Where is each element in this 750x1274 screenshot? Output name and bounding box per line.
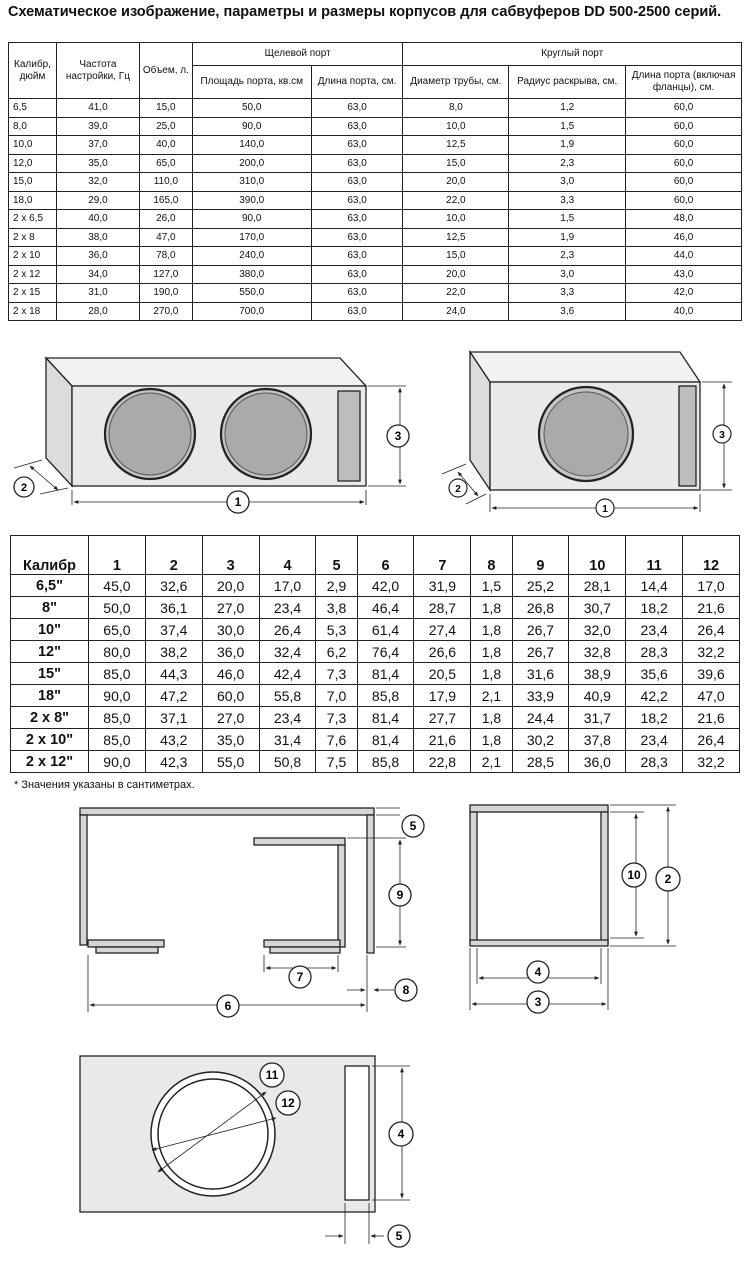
col-volume: Объем, л. [139, 43, 192, 99]
front-panel-drawing [80, 1056, 410, 1244]
table-cell: 81,4 [357, 663, 414, 685]
callout-12 [276, 1091, 300, 1115]
svg-text:4: 4 [397, 1127, 405, 1141]
table-cell: 47,0 [683, 685, 740, 707]
table-cell: 240,0 [192, 247, 311, 266]
table-cell: 380,0 [192, 265, 311, 284]
table-cell: 1,8 [471, 619, 512, 641]
table-cell: 10,0 [403, 117, 509, 136]
table-cell: 90,0 [192, 117, 311, 136]
table-cell: 65,0 [89, 619, 146, 641]
row-caliber: 18" [11, 685, 89, 707]
svg-text:2: 2 [664, 872, 672, 886]
table-cell: 85,0 [89, 663, 146, 685]
table-cell: 80,0 [89, 641, 146, 663]
table-cell: 21,6 [683, 597, 740, 619]
table-cell: 28,3 [626, 751, 683, 773]
table-cell: 63,0 [311, 247, 403, 266]
col-dimension-header: 2 [145, 536, 202, 575]
table-cell: 60,0 [626, 191, 742, 210]
table-cell: 18,0 [9, 191, 57, 210]
table-cell: 46,4 [357, 597, 414, 619]
table-cell: 18,2 [626, 707, 683, 729]
table-cell: 23,4 [626, 729, 683, 751]
svg-text:1: 1 [234, 495, 242, 509]
table-cell: 40,0 [56, 210, 139, 229]
table-cell: 63,0 [311, 173, 403, 192]
table-cell: 17,0 [259, 575, 316, 597]
table-cell: 40,0 [139, 136, 192, 155]
table-cell: 2,1 [471, 685, 512, 707]
table-cell: 310,0 [192, 173, 311, 192]
table-cell: 30,0 [202, 619, 259, 641]
table-cell: 23,4 [626, 619, 683, 641]
table-cell: 1,8 [471, 641, 512, 663]
table-cell: 12,5 [403, 136, 509, 155]
svg-text:3: 3 [394, 429, 402, 443]
table-cell: 32,2 [683, 641, 740, 663]
table-cell: 8,0 [9, 117, 57, 136]
col-dimension-header: 9 [512, 536, 569, 575]
table-cell: 60,0 [626, 173, 742, 192]
col-slot-length: Длина порта, см. [311, 66, 403, 99]
table-cell: 6,2 [316, 641, 357, 663]
table-cell: 76,4 [357, 641, 414, 663]
table-cell: 17,0 [683, 575, 740, 597]
col-dimension-header: 5 [316, 536, 357, 575]
table-cell: 140,0 [192, 136, 311, 155]
table-cell: 81,4 [357, 707, 414, 729]
table-cell: 20,0 [403, 173, 509, 192]
svg-text:9: 9 [396, 888, 404, 902]
table-cell: 7,3 [316, 707, 357, 729]
table-cell: 110,0 [139, 173, 192, 192]
single-sub-box-drawing [442, 352, 732, 512]
table-cell: 550,0 [192, 284, 311, 303]
row-caliber: 2 x 10" [11, 729, 89, 751]
table-cell: 41,0 [56, 99, 139, 118]
table-cell: 33,9 [512, 685, 569, 707]
table-cell: 50,0 [192, 99, 311, 118]
slot-port-group: Щелевой порт [192, 43, 403, 66]
svg-text:2: 2 [455, 484, 461, 495]
round-port-group: Круглый порт [403, 43, 742, 66]
callout-4-front [527, 961, 549, 983]
table-cell: 1,8 [471, 663, 512, 685]
table-cell: 28,7 [414, 597, 471, 619]
callout-4-panel [389, 1122, 413, 1146]
table-cell: 27,0 [202, 707, 259, 729]
table-cell: 1,5 [509, 210, 626, 229]
table-cell: 23,4 [259, 597, 316, 619]
table-cell: 390,0 [192, 191, 311, 210]
table-cell: 60,0 [202, 685, 259, 707]
table-cell: 37,8 [569, 729, 626, 751]
table-cell: 27,7 [414, 707, 471, 729]
table-cell: 20,0 [403, 265, 509, 284]
table-cell: 38,2 [145, 641, 202, 663]
table-cell: 7,3 [316, 663, 357, 685]
table-cell: 36,0 [56, 247, 139, 266]
callout-5-panel [388, 1225, 410, 1247]
table-cell: 42,0 [357, 575, 414, 597]
table-cell: 24,4 [512, 707, 569, 729]
table-cell: 35,0 [56, 154, 139, 173]
col-caliber: Калибр, дюйм [9, 43, 57, 99]
table-cell: 32,0 [56, 173, 139, 192]
svg-text:11: 11 [265, 1068, 279, 1082]
table-cell: 2,3 [509, 154, 626, 173]
callout-2-front [656, 867, 680, 891]
table-cell: 25,2 [512, 575, 569, 597]
table-cell: 61,4 [357, 619, 414, 641]
table-cell: 27,0 [202, 597, 259, 619]
table-cell: 63,0 [311, 117, 403, 136]
table-cell: 48,0 [626, 210, 742, 229]
table-cell: 63,0 [311, 99, 403, 118]
table-cell: 60,0 [626, 99, 742, 118]
table-cell: 1,9 [509, 136, 626, 155]
col-dimension-header: 12 [683, 536, 740, 575]
row-caliber: 12" [11, 641, 89, 663]
col-dimension-header: 1 [89, 536, 146, 575]
callout-1-box2 [596, 499, 614, 517]
table-cell: 1,5 [509, 117, 626, 136]
callout-3-front [527, 991, 549, 1013]
callout-3-box1 [387, 425, 409, 447]
table-cell: 26,7 [512, 619, 569, 641]
table-cell: 190,0 [139, 284, 192, 303]
table-cell: 29,0 [56, 191, 139, 210]
table-cell: 165,0 [139, 191, 192, 210]
table-cell: 39,0 [56, 117, 139, 136]
table-cell: 38,9 [569, 663, 626, 685]
table-cell: 2,3 [509, 247, 626, 266]
table-cell: 10,0 [9, 136, 57, 155]
table-cell: 36,1 [145, 597, 202, 619]
table-cell: 81,4 [357, 729, 414, 751]
table-cell: 34,0 [56, 265, 139, 284]
callout-1-box1 [227, 491, 249, 513]
table-cell: 55,0 [202, 751, 259, 773]
table-cell: 40,9 [569, 685, 626, 707]
col-dimension-header: 8 [471, 536, 512, 575]
svg-text:5: 5 [409, 819, 417, 833]
table-cell: 32,4 [259, 641, 316, 663]
table-cell: 2 x 12 [9, 265, 57, 284]
table-cell: 78,0 [139, 247, 192, 266]
table-cell: 1,9 [509, 228, 626, 247]
callout-3-box2 [713, 425, 731, 443]
table-cell: 200,0 [192, 154, 311, 173]
svg-text:10: 10 [627, 868, 641, 882]
table-cell: 2 x 8 [9, 228, 57, 247]
callout-2-box2 [449, 479, 467, 497]
table-cell: 12,0 [9, 154, 57, 173]
table-cell: 2 x 18 [9, 302, 57, 321]
table-cell: 90,0 [89, 751, 146, 773]
table-cell: 50,0 [89, 597, 146, 619]
table-cell: 6,5 [9, 99, 57, 118]
table-cell: 270,0 [139, 302, 192, 321]
table-cell: 42,4 [259, 663, 316, 685]
svg-text:7: 7 [296, 970, 304, 984]
col-dimension-header: 4 [259, 536, 316, 575]
table-cell: 63,0 [311, 136, 403, 155]
table-cell: 26,4 [259, 619, 316, 641]
table-cell: 15,0 [9, 173, 57, 192]
row-caliber: 2 x 8" [11, 707, 89, 729]
table-cell: 20,5 [414, 663, 471, 685]
table-cell: 2,1 [471, 751, 512, 773]
table-cell: 30,7 [569, 597, 626, 619]
table-cell: 3,8 [316, 597, 357, 619]
col-pipe-diameter: Диаметр трубы, см. [403, 66, 509, 99]
units-note: * Значения указаны в сантиметрах. [14, 779, 195, 791]
table-cell: 15,0 [403, 247, 509, 266]
table-cell: 24,0 [403, 302, 509, 321]
callout-2-box1 [14, 477, 34, 497]
table-cell: 43,2 [145, 729, 202, 751]
table-cell: 85,8 [357, 685, 414, 707]
table-cell: 32,0 [569, 619, 626, 641]
table-cell: 63,0 [311, 302, 403, 321]
table-cell: 31,0 [56, 284, 139, 303]
table-cell: 3,3 [509, 284, 626, 303]
table-cell: 3,0 [509, 173, 626, 192]
table-cell: 32,2 [683, 751, 740, 773]
table-cell: 127,0 [139, 265, 192, 284]
col-dimension-header: 6 [357, 536, 414, 575]
table-cell: 2 x 6,5 [9, 210, 57, 229]
table-cell: 2 x 10 [9, 247, 57, 266]
table-cell: 43,0 [626, 265, 742, 284]
table-cell: 1,8 [471, 707, 512, 729]
callout-6 [217, 995, 239, 1017]
row-caliber: 8" [11, 597, 89, 619]
col-dimension-header: 10 [569, 536, 626, 575]
svg-text:12: 12 [281, 1096, 295, 1110]
table-cell: 26,7 [512, 641, 569, 663]
table-cell: 47,0 [139, 228, 192, 247]
col-flare-radius: Радиус раскрыва, см. [509, 66, 626, 99]
table-cell: 3,6 [509, 302, 626, 321]
table-cell: 85,0 [89, 707, 146, 729]
table-cell: 15,0 [403, 154, 509, 173]
callout-9 [389, 884, 411, 906]
svg-text:4: 4 [534, 965, 542, 979]
callout-10 [622, 863, 646, 887]
table-cell: 1,2 [509, 99, 626, 118]
row-caliber: 2 x 12" [11, 751, 89, 773]
table-cell: 10,0 [403, 210, 509, 229]
col-slot-area: Площадь порта, кв.см [192, 66, 311, 99]
table-cell: 30,2 [512, 729, 569, 751]
svg-text:5: 5 [395, 1229, 403, 1243]
table-cell: 35,0 [202, 729, 259, 751]
table-cell: 26,4 [683, 729, 740, 751]
table-cell: 26,8 [512, 597, 569, 619]
table-cell: 55,8 [259, 685, 316, 707]
table-cell: 7,5 [316, 751, 357, 773]
table-cell: 37,1 [145, 707, 202, 729]
table-cell: 3,0 [509, 265, 626, 284]
table-cell: 40,0 [626, 302, 742, 321]
table-cell: 50,8 [259, 751, 316, 773]
table-cell: 63,0 [311, 191, 403, 210]
table-cell: 12,5 [403, 228, 509, 247]
row-caliber: 6,5" [11, 575, 89, 597]
table-cell: 47,2 [145, 685, 202, 707]
col-round-length: Длина порта (включая фланцы), см. [626, 66, 742, 99]
table-cell: 20,0 [202, 575, 259, 597]
svg-text:3: 3 [534, 995, 542, 1009]
front-section-drawing [470, 805, 676, 1010]
col-dimension-header: 11 [626, 536, 683, 575]
col-caliber-header: Калибр [11, 536, 89, 575]
table-cell: 27,4 [414, 619, 471, 641]
table-cell: 26,0 [139, 210, 192, 229]
table-cell: 22,8 [414, 751, 471, 773]
svg-text:1: 1 [602, 504, 608, 515]
row-caliber: 15" [11, 663, 89, 685]
table-cell: 42,2 [626, 685, 683, 707]
table-cell: 63,0 [311, 228, 403, 247]
col-dimension-header: 3 [202, 536, 259, 575]
table-cell: 36,0 [202, 641, 259, 663]
table-cell: 3,3 [509, 191, 626, 210]
dual-sub-box-drawing [14, 358, 406, 505]
table-cell: 42,0 [626, 284, 742, 303]
table-cell: 44,3 [145, 663, 202, 685]
table-cell: 85,8 [357, 751, 414, 773]
table-cell: 28,1 [569, 575, 626, 597]
table-cell: 90,0 [192, 210, 311, 229]
svg-text:6: 6 [224, 999, 232, 1013]
callout-7 [289, 966, 311, 988]
table-cell: 36,0 [569, 751, 626, 773]
table-cell: 26,4 [683, 619, 740, 641]
table-cell: 28,0 [56, 302, 139, 321]
callout-5-side [402, 815, 424, 837]
table-cell: 18,2 [626, 597, 683, 619]
table-cell: 8,0 [403, 99, 509, 118]
table-cell: 25,0 [139, 117, 192, 136]
table-cell: 2 x 15 [9, 284, 57, 303]
table-cell: 21,6 [414, 729, 471, 751]
row-caliber: 10" [11, 619, 89, 641]
table-cell: 32,6 [145, 575, 202, 597]
table-cell: 32,8 [569, 641, 626, 663]
table-cell: 28,5 [512, 751, 569, 773]
table-cell: 65,0 [139, 154, 192, 173]
table-cell: 90,0 [89, 685, 146, 707]
table-cell: 26,6 [414, 641, 471, 663]
table-cell: 45,0 [89, 575, 146, 597]
table-cell: 60,0 [626, 154, 742, 173]
table-cell: 60,0 [626, 117, 742, 136]
table-cell: 42,3 [145, 751, 202, 773]
table-cell: 31,7 [569, 707, 626, 729]
table-cell: 7,6 [316, 729, 357, 751]
table-cell: 22,0 [403, 191, 509, 210]
table-cell: 37,4 [145, 619, 202, 641]
table-cell: 28,3 [626, 641, 683, 663]
table-cell: 35,6 [626, 663, 683, 685]
table-cell: 7,0 [316, 685, 357, 707]
table-cell: 44,0 [626, 247, 742, 266]
table-cell: 63,0 [311, 284, 403, 303]
table-cell: 23,4 [259, 707, 316, 729]
table-cell: 700,0 [192, 302, 311, 321]
table-cell: 39,6 [683, 663, 740, 685]
col-freq: Частота настройки, Гц [56, 43, 139, 99]
table-cell: 63,0 [311, 265, 403, 284]
table-cell: 15,0 [139, 99, 192, 118]
svg-text:2: 2 [20, 482, 28, 494]
table-cell: 46,0 [626, 228, 742, 247]
table-cell: 37,0 [56, 136, 139, 155]
table-cell: 5,3 [316, 619, 357, 641]
table-cell: 38,0 [56, 228, 139, 247]
table-cell: 63,0 [311, 210, 403, 229]
side-section-drawing [80, 808, 406, 1012]
table-cell: 1,5 [471, 575, 512, 597]
table-cell: 17,9 [414, 685, 471, 707]
table-cell: 1,8 [471, 597, 512, 619]
table-cell: 21,6 [683, 707, 740, 729]
table-cell: 63,0 [311, 154, 403, 173]
table-cell: 31,6 [512, 663, 569, 685]
table-cell: 85,0 [89, 729, 146, 751]
page-title: Схематическое изображение, параметры и размеры корпусов для сабвуферов DD 500-2500 серий. [8, 4, 722, 20]
table-cell: 170,0 [192, 228, 311, 247]
callout-8 [395, 979, 417, 1001]
callout-11 [260, 1063, 284, 1087]
table-cell: 1,8 [471, 729, 512, 751]
col-dimension-header: 7 [414, 536, 471, 575]
table-cell: 14,4 [626, 575, 683, 597]
table-cell: 46,0 [202, 663, 259, 685]
svg-text:3: 3 [719, 430, 725, 441]
table-cell: 31,4 [259, 729, 316, 751]
table-cell: 22,0 [403, 284, 509, 303]
svg-text:8: 8 [402, 983, 410, 997]
table-cell: 31,9 [414, 575, 471, 597]
table-cell: 60,0 [626, 136, 742, 155]
table-cell: 2,9 [316, 575, 357, 597]
